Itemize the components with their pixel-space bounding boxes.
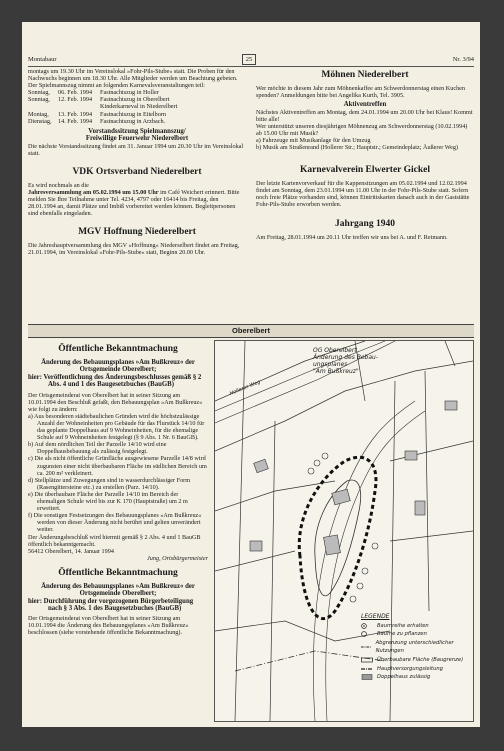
notice2-text: Der Ortsgemeinderat von Oberelbert hat in seiner Sitzung am 10.01.1994 die Änderung des Bebauungsplanes »Am Bußkreuz« beschlossen (siehe vorstehende öffentliche Bekanntmachung). (28, 614, 189, 636)
moehnen-item-a: a) Fahrzeuge mit Musikanlage für den Umzug (256, 136, 371, 144)
header-town: Montabaur (28, 56, 57, 63)
aktiventreffen-heading: Aktiventreffen (343, 101, 387, 109)
left-upper-column (28, 68, 246, 256)
notice1-sub1: Änderung des Bebauungsplanes »Am Bußkreuz« der Ortsgemeinde Oberelbert; (41, 359, 195, 374)
notice1-place: 56412 Oberelbert, 14. Januar 1994 (28, 547, 114, 555)
street-label: Hollerer Weg (228, 379, 262, 397)
moehnenzug-text: Wer unterstützt unseren diesjährigen Möhnenzug am Schwerdonnerstag (10.02.1994) ab 15.00 Uhr mit Musik? (256, 122, 468, 137)
vdk-heading: VDK Ortsverband Niederelbert (72, 166, 202, 177)
notice2-heading: Öffentliche Bekanntmachung (58, 567, 178, 578)
notice2-sub1: Änderung des Bebauungsplanes »Am Bußkreuz« der Ortsgemeinde Oberelbert; (41, 582, 195, 598)
notice1-closing: Der Änderungsbeschluß wird hiermit gemäß § 2 Abs. 4 und 1 BauGB öffentlich bekanntgemacht. (28, 533, 201, 548)
notice1-item-b: b) Auf dem nördlichen Teil der Parzelle 14/10 wird eine Doppelhausbebauung als zulässig festgelegt. (28, 441, 167, 456)
right-upper-column (256, 68, 474, 241)
page-number: 25 (242, 54, 256, 65)
legend-item: Überbaubare Fläche (Baugrenze) (361, 656, 471, 665)
spielmannszug-lead: Der Spielmannszug nimmt an folgenden Karnevalsveranstaltungen teil: (28, 82, 205, 90)
schedule-row: Dienstag, 14. Feb. 1994 Fastnachtszug in Arzbach. (28, 117, 166, 125)
lower-left-column (28, 340, 208, 636)
moehnen-item-b: b) Musik am Straßenrand (Hollerer Str.; Hauptstr.; Gemeindeplatz; Äußerer Weg) (256, 144, 458, 152)
jahrgang-text: Am Freitag, 28.01.1994 um 20.11 Uhr treffen wir uns bei A. und F. Reimann. (256, 233, 448, 241)
carnival-schedule (28, 89, 246, 124)
vdk-text-2: im Café Weichert erinnert. Bitte melden Sie Ihre Teilnahme unter Tel. 4234, 4797 oder 16414 bis Freitag, den 28.01.1994 an, damit Plätze und Imbiß vorbereitet werden können. Begleitpersonen sind ebenfalls eingeladen. (28, 188, 240, 218)
notice1-item-c: c) Die als nicht öffentliche Grünfläche ausgewiesene Parzelle 14/8 wird zugunsten einer nicht überbaubaren Fläche im südlichen Bereich um ca. 200 m² verkleinert. (28, 455, 207, 477)
moehnen-heading: Möhnen Niederelbert (321, 70, 409, 80)
notice1-sub2: hier: Veröffentlichung des Änderungsbeschlusses gemäß § 2 Abs. 4 und 1 des Baugesetzbuches (BauGB) (28, 373, 202, 389)
notice1-heading: Öffentliche Bekanntmachung (58, 344, 178, 354)
legend-title: LEGENDE (361, 613, 390, 620)
vdk-text-bold: Jahresversammlung am 05.02.1994 um 15.00 Uhr (28, 188, 159, 196)
section-band-oberelbert: Oberelbert (28, 324, 474, 338)
legend-item: Hauptversorgungsleitung (361, 665, 471, 674)
tree-keep-icon (361, 623, 373, 629)
notice1-signature: Jung, Ortsbürgermeister (147, 554, 208, 562)
building-line-icon (361, 657, 373, 663)
vorstand-text: Die nächste Vorstandssitzung findet am 31. Januar 1994 um 20.30 Uhr im Vereinslokal statt. (28, 142, 244, 157)
spielmannszug-intro: montags um 19.30 Uhr im Vereinslokal »Fohr-Pils-Stube« statt. Die Proben für den Nachwuchs beginnen um 18.30 Uhr. Alle Mitglieder werden um Beachtung gebeten. (28, 68, 238, 83)
legend-item: Doppelhaus zulässig (361, 673, 471, 682)
mgv-text: Die Jahreshauptversammlung des MGV »Hoffnung« Niederselbert findet am Freitag, 21.01.1994, im Vereinslokal »Fohr-Pils-Stube« statt, Beginn 20.00 Uhr. (28, 242, 240, 257)
moehnen-text: Wer möchte in diesem Jahr zum Möhnenkaffee am Schwerdonnerstag einen Kuchen spenden? Anmeldungen bitte bei Angelika Kurth, Tel. 3905. (256, 85, 466, 100)
schedule-row: Sonntag, 12. Feb. 1994 Fastnachtszug in Oberelbert (28, 96, 170, 104)
schedule-row: Kinderkarneval in Niederelbert (100, 103, 178, 111)
notice1-intro: Der Ortsgemeinderat von Oberelbert hat in seiner Sitzung am 10.01.1994 den Beschluß gefaßt, den Bebauungsplan »Am Bußkreuz« wie folgt zu ändern: (28, 391, 203, 413)
karneval-heading: Karnevalverein Elwerter Gickel (300, 165, 430, 176)
jahrgang-heading: Jahrgang 1940 (335, 218, 395, 229)
legend-item: Bäume zu pflanzen (361, 630, 471, 639)
development-plan-map (214, 340, 474, 722)
schedule-row: Montag, 13. Feb. 1994 Fastnachtszug in Eitelborn (28, 110, 166, 118)
subheading-vorstand-2: Freiwillige Feuerwehr Niederelbert (85, 135, 189, 143)
issue-number: Nr. 3/94 (452, 56, 474, 63)
notice1-item-a: a) Aus besonderen städtebaulichen Gründen wird die höchstzulässige Anzahl der Wohneinheiten pro Gebäude für das Flurstück 14/10 für das geplante Doppelhaus auf 9 Wohneinheiten, für die ehemalige Schule auf 9 Wohneinheiten festgelegt (§ 9 Abs. 1 Nr. 6 BauGB). (28, 412, 205, 442)
mgv-heading: MGV Hoffnung Niederelbert (78, 227, 196, 238)
legend-item: Baumreihe erhalten (361, 622, 471, 631)
page-header (28, 56, 474, 67)
legend-item: Abgrenzung unterschiedlicher Nutzungen (361, 639, 471, 656)
supply-line-icon (361, 666, 373, 672)
schedule-row: Sonntag, 06. Feb. 1994 Fastnachtszug in Holler (28, 89, 159, 97)
boundary-line-icon (361, 644, 372, 650)
notice1-item-e: e) Die überbaubare Fläche der Parzelle 14/10 im Bereich der ehemaligen Schule wird bis zur K 170 (Hauptstraße) um 2 m erweitert. (28, 490, 188, 513)
notice2-sub2: hier: Durchführung der vorgezogenen Bürgerbeteiligung nach § 3 Abs. 1 des Baugesetzbuches (BauGB) (28, 597, 194, 613)
map-legend (361, 613, 471, 682)
tree-plant-icon (361, 631, 373, 637)
karneval-text: Der letzte Kartenvorverkauf für die Kappensitzungen am 05.02.1994 und 12.02.1994 findet am Sonntag, dem 23.01.1994 um 11.00 Uhr in der Fohr-Pils-Stube statt. Sofern noch freie Plätze vorhanden sind, können Eintrittskarten danach auch in der Gaststätte Fohr-Pils-Stube erworben werden. (256, 180, 470, 209)
map-caption: OG Oberelbert Änderung des Bebau- ungsplanes "Am Bußkreuz" (313, 347, 378, 375)
vdk-text-1: Es wird nochmals an die (28, 181, 89, 189)
newspaper-page (22, 22, 480, 727)
notice1-item-d: d) Stellplätze und Zuwegungen sind in wasserdurchlässiger Form (Rasengittersteine etc.) zu erstellen (Parz. 14/10). (28, 476, 191, 491)
double-house-icon (361, 674, 373, 680)
subheading-vorstand-1: Vorstandssitzung Spielmannszug/ (88, 127, 186, 135)
aktiventreffen-text: Nächstes Aktiventreffen am Montag, dem 24.01.1994 um 20.00 Uhr bei Klaus! Kommt bitte alle! (256, 108, 473, 123)
notice1-item-f: f) Die sonstigen Festsetzungen des Bebauungsplanes »Am Bußkreuz« werden von dieser Änderung nicht berührt und gelten unverändert weiter. (28, 512, 202, 534)
